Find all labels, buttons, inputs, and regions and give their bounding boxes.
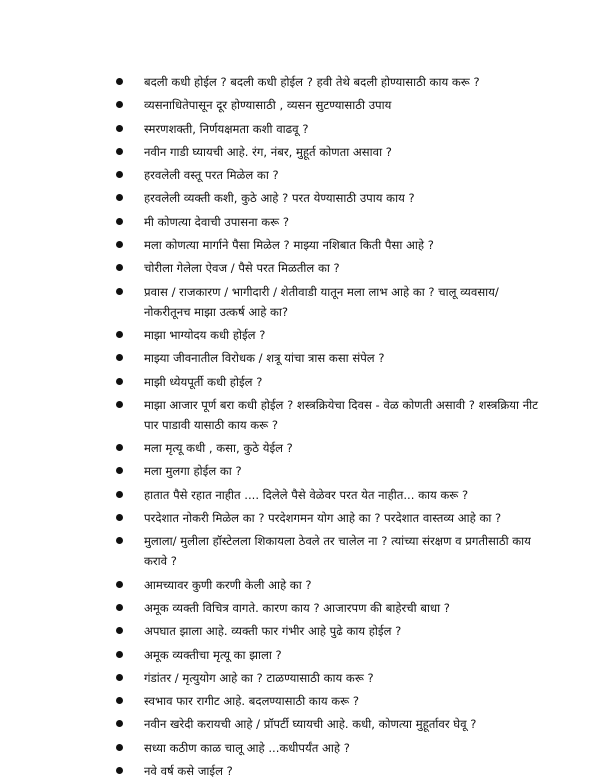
question-text: नवीन खरेदी करायची आहे / प्रॉपर्टी घ्यायची आहे. कधी, कोणत्या मुहूर्तावर घेवू ? [144,717,477,732]
question-text: माझी ध्येयपूर्ती कधी होईल ? [144,374,263,389]
list-item [0,325,600,348]
question-text: हातात पैसे रहात नाहीत .... दिलेले पैसे वेळेवर परत येत नाहीत... काय करू ? [144,487,469,502]
list-item [0,142,600,165]
list-item [0,165,600,188]
bullet-icon [116,78,123,85]
list-item [0,119,600,142]
bullet-icon [116,378,123,385]
list-item [0,235,600,258]
question-text: बदली कधी होईल ? बदली कधी होईल ? हवी तेथे बदली होण्यासाठी काय करू ? [144,75,480,89]
list-item [0,621,600,644]
question-text: अपघात झाला आहे. व्यक्ती फार गंभीर आहे पुढे काय होईल ? [144,624,402,639]
question-text: माझ्या जीवनातील विरोधक / शत्रू यांचा त्रास कसा संपेल ? [144,351,385,366]
question-text: मला मुलगा होईल का ? [144,464,242,479]
list-item [0,348,600,371]
question-text: हरवलेली वस्तू परत मिळेल का ? [144,168,279,183]
list-item [0,372,600,395]
list-item [0,508,600,531]
question-text: स्वभाव फार रागीट आहे. बदलण्यासाठी काय करू ? [144,694,359,709]
question-text: नवीन गाडी घ्यायची आहे. रंग, नंबर, मुहूर्त कोणता असावा ? [144,144,392,159]
list-item [0,188,600,211]
question-text: प्रवास / राजकारण / भागीदारी / शेतीवाडी यातून मला लाभ आहे का ? चालू व्यवसाय/ नोकरीतूनच माझा उत्कर्ष आहे का? [144,284,499,319]
bullet-icon [116,514,123,521]
question-text: चोरीला गेलेला ऐवज / पैसे परत मिळतील का ? [144,261,340,276]
list-item [0,575,600,598]
bullet-icon [116,491,123,498]
list-item [0,438,600,461]
list-item [0,461,600,484]
list-item [0,668,600,691]
list-item [0,645,600,668]
question-text: नवे वर्ष कसे जाईल ? [144,764,233,779]
list-item [0,282,600,325]
question-text: आमच्यावर कुणी करणी केली आहे का ? [144,577,312,592]
bullet-icon [116,627,123,634]
bullet-icon [116,171,123,178]
bullet-icon [116,537,123,544]
list-item [0,714,600,737]
bullet-icon [116,581,123,588]
list-item [0,691,600,714]
list-item [0,395,600,438]
question-text: गंडांतर / मृत्युयोग आहे का ? टाळण्यासाठी काय करू ? [144,670,374,685]
list-item [0,531,600,574]
bullet-icon [116,744,123,751]
bullet-icon [116,444,123,451]
list-item [0,598,600,621]
question-text: माझा आजार पूर्ण बरा कधी होईल ? शस्त्रक्रियेचा दिवस - वेळ कोणती असावी ? शस्त्रक्रिया नीट पार पाडावी यासाठी काय करू ? [144,397,538,432]
list-item [0,761,600,784]
bullet-icon [116,467,123,474]
list-item [0,212,600,235]
question-text: मी कोणत्या देवाची उपासना करू ? [144,214,289,229]
question-text: मुलाला/ मुलीला हॉस्टेलला शिकायला ठेवले तर चालेल ना ? त्यांच्या संरक्षण व प्रगतीसाठी काय करावे ? [144,534,531,569]
question-text: स्मरणशक्ती, निर्णयक्षमता कशी वाढवू ? [144,121,309,136]
question-text: अमूक व्यक्ती विचित्र वागते. कारण काय ? आजारपण की बाहेरची बाधा ? [144,600,450,615]
bullet-icon [116,194,123,201]
bullet-icon [116,767,123,774]
question-text: व्यसनाधितेपासून दूर होण्यासाठी , व्यसन सुटण्यासाठी उपाय [144,98,392,113]
bullet-icon [116,125,123,132]
list-item [0,738,600,761]
bullet-icon [116,354,123,361]
bullet-icon [116,651,123,658]
question-text: मला कोणत्या मार्गाने पैसा मिळेल ? माझ्या नशिबात किती पैसा आहे ? [144,238,434,253]
bullet-icon [116,218,123,225]
bullet-icon [116,674,123,681]
question-text: परदेशात नोकरी मिळेल का ? परदेशगमन योग आहे का ? परदेशात वास्तव्य आहे का ? [144,511,502,526]
list-item [0,485,600,508]
question-text: सध्या कठीण काळ चालू आहे ...कधीपर्यंत आहे ? [144,740,350,755]
bullet-icon [116,604,123,611]
list-item [0,258,600,281]
list-item [0,72,600,95]
bullet-icon [116,148,123,155]
bullet-icon [116,101,123,108]
bullet-icon [116,288,123,295]
bullet-icon [116,720,123,727]
list-item [0,95,600,118]
bullet-icon [116,331,123,338]
question-text: हरवलेली व्यक्ती कशी, कुठे आहे ? परत येण्यासाठी उपाय काय ? [144,191,415,206]
question-text: माझा भाग्योदय कधी होईल ? [144,327,266,342]
question-text: अमूक व्यक्तीचा मृत्यू का झाला ? [144,647,282,662]
bullet-icon [116,697,123,704]
bullet-icon [116,401,123,408]
bullet-icon [116,264,123,271]
bullet-icon [116,241,123,248]
question-text: मला मृत्यू कधी , कसा, कुठे येईल ? [144,441,293,456]
